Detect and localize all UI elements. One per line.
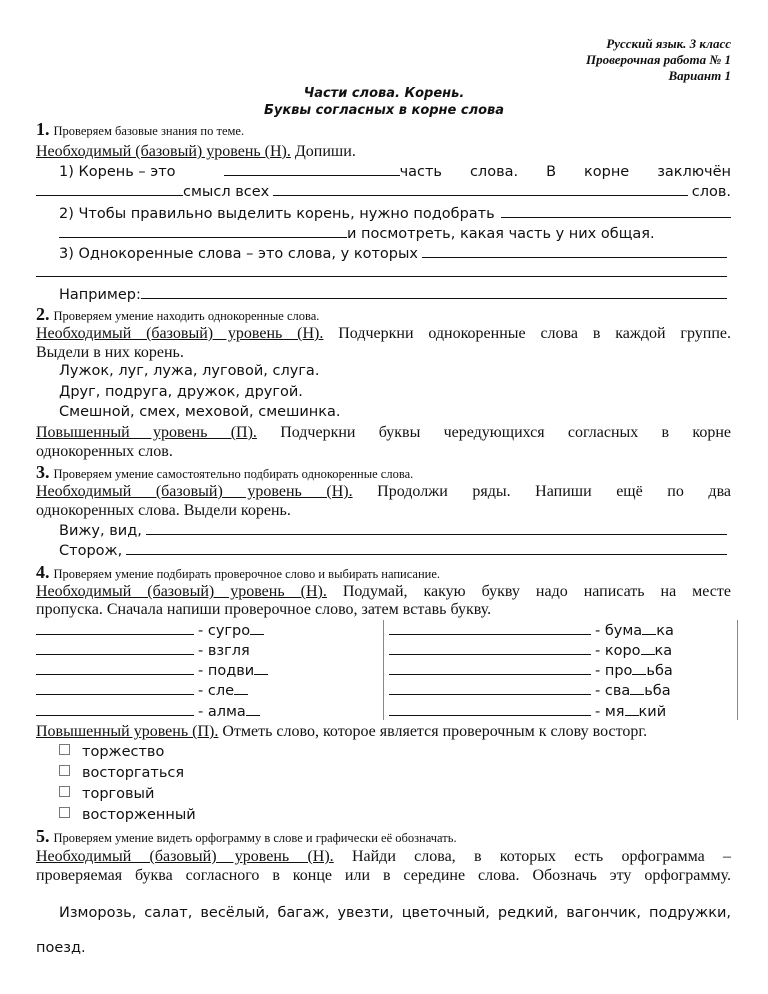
s3-row-2-label: Сторож, [59,543,123,559]
answer-line[interactable] [36,682,194,695]
section-2-task-line1 [36,325,731,343]
section-3-number: 3. [36,462,50,482]
section-2-number: 2. [36,304,50,324]
answer-line[interactable] [389,703,591,716]
letter-blank[interactable] [250,643,264,655]
option-2[interactable] [59,765,184,781]
section-2-task3: Подчеркни буквы чередующихся согласных в корне [280,424,732,441]
section-2-level2: Повышенный уровень (П). [36,424,257,441]
section-4-number: 4. [36,562,50,582]
section-3-task1: Продолжи ряды. Напиши ещё по два [377,483,732,500]
s4-word-end: ка [656,623,674,639]
letter-blank[interactable] [632,662,646,675]
section-4-task2: пропуска. Сначала напиши проверочное слово, затем вставь букву. [36,601,492,618]
s4-word: - взгля [198,643,250,659]
s4-word: - бума [595,623,643,639]
section-4-level2: Повышенный уровень (П). [36,723,219,740]
answer-line[interactable] [36,622,194,635]
s1-q3-text: 3) Однокоренные слова – это слова, у которых [59,246,419,262]
checkbox[interactable] [59,807,70,818]
title-line1: Части слова. Корень. [303,86,465,101]
s1-q2-line2 [59,225,655,242]
s4-right-row [389,642,672,662]
s1-example-line [59,286,727,303]
option-label: восторгаться [82,765,185,781]
s4-word: - про [595,663,633,679]
answer-line[interactable] [422,245,727,258]
section-3-intro: Проверяем умение самостоятельно подбирать однокоренные слова. [53,467,414,481]
s4-right-row [389,703,666,723]
answer-line[interactable] [273,183,687,196]
word-group-2: Друг, подруга, дружок, другой. [59,384,303,400]
section-5-words-line1 [59,905,731,921]
answer-line[interactable] [36,662,194,675]
answer-line[interactable] [146,522,727,535]
section-2-heading [36,304,319,325]
section-1-intro: Проверяем базовые знания по теме. [53,124,245,138]
s1-q1-line2 [36,183,731,200]
section-3-level: Необходимый (базовый) уровень (Н). [36,483,353,500]
column-divider-right [737,620,738,720]
letter-blank[interactable] [234,682,248,695]
s1-q1-text-c: смысл всех [183,184,270,200]
section-4-task-line1 [36,583,731,601]
section-5-words-line2: поезд. [36,940,86,956]
section-3-task-line1 [36,483,731,501]
section-4-task1: Подумай, какую букву надо написать на месте [342,583,731,600]
section-2-task4: однокоренных слов. [36,443,173,460]
section-4-task-line3 [36,723,647,741]
s4-word: - алма [198,704,246,720]
checkbox[interactable] [59,765,70,776]
section-4-task3: Отметь слово, которое является проверочным к слову восторг. [222,723,648,740]
section-4-level: Необходимый (базовый) уровень (Н). [36,583,327,600]
answer-line[interactable] [141,286,727,299]
answer-line[interactable] [389,642,591,655]
header-variant: Вариант 1 [668,68,731,83]
option-3[interactable] [59,786,154,802]
s3-row-1-label: Вижу, вид, [59,523,142,539]
section-1-level: Необходимый (базовый) уровень (Н). [36,143,291,160]
answer-line[interactable] [389,662,591,675]
section-5-task-line1 [36,848,731,866]
option-label: торжество [82,744,165,760]
section-5-task1: Найди слова, в которых есть орфограмма – [351,848,731,865]
answer-line[interactable] [36,183,183,196]
word-group-3: Смешной, смех, меховой, смешинка. [59,404,341,420]
s4-right-row [389,682,671,702]
section-5-task2: проверяемая буква согласного в конце или в середине слова. Обозначь эту орфограмму. [36,867,731,884]
answer-line[interactable] [36,703,194,716]
s4-word: - сугро [198,623,251,639]
s1-q1-text-a: 1) Корень – это [59,164,176,180]
section-5-intro: Проверяем умение видеть орфограмму в слове и графически её обозначать. [53,831,457,845]
letter-blank[interactable] [641,642,655,655]
letter-blank[interactable] [254,662,268,675]
section-4-intro: Проверяем умение подбирать проверочное слово и выбирать написание. [53,567,441,581]
section-5-task-line2 [36,867,731,885]
section-1-heading [36,119,244,140]
section-2-task-line3 [36,424,731,442]
section-3-heading [36,462,413,483]
section-3-task2: однокоренных слова. Выдели корень. [36,502,291,519]
s4-left-row [36,703,260,723]
letter-blank[interactable] [642,622,656,635]
letter-blank[interactable] [246,703,260,716]
s1-q2-text-a: 2) Чтобы правильно выделить корень, нужно подобрать [59,206,495,222]
checkbox[interactable] [59,744,70,755]
s1-q2-line1 [59,205,731,222]
s1-q1-text-b: часть слова. В корне заключён [399,164,731,180]
option-1[interactable] [59,744,164,760]
option-label: торговый [82,786,155,802]
option-4[interactable] [59,807,196,823]
section-5-level: Необходимый (базовый) уровень (Н). [36,848,334,865]
section-4-heading [36,562,440,583]
s4-word-end: ьба [646,663,673,679]
s4-left-row [36,642,264,662]
answer-line[interactable] [126,542,727,555]
s1-q1-text-d: слов. [691,184,731,200]
letter-blank[interactable] [625,703,639,716]
s4-word-end: ка [654,643,673,659]
letter-blank[interactable] [250,622,264,635]
option-label: восторженный [82,807,196,823]
section-2-task2: Выдели в них корень. [36,344,184,361]
s4-right-row [389,662,673,682]
s3-row-1 [59,522,727,539]
s4-word: - мя [595,704,625,720]
section-1-number: 1. [36,119,50,139]
title-line2: Буквы согласных в корне слова [263,103,505,118]
s4-left-row [36,662,268,682]
s1-q2-text-b: и посмотреть, какая часть у них общая. [347,226,655,242]
s4-right-row [389,622,674,642]
section-1-task [36,143,356,161]
s4-word: - коро [595,643,641,659]
section-2-intro: Проверяем умение находить однокоренные слова. [53,309,320,323]
answer-line[interactable] [389,622,591,635]
section-5-heading [36,826,457,847]
s4-word-end: ьба [644,683,671,699]
answer-line[interactable] [224,163,400,176]
word-group-1: Лужок, луг, лужа, луговой, слуга. [59,363,320,379]
words-list: Изморозь, салат, весёлый, багаж, увезти, цветочный, редкий, вагончик, подружки, [59,905,731,921]
header-subject: Русский язык. 3 класс [606,36,731,51]
answer-line[interactable] [501,205,731,218]
section-2-level: Необходимый (базовый) уровень (Н). [36,325,324,342]
answer-line[interactable] [36,264,727,277]
checkbox[interactable] [59,786,70,797]
s4-word-end: кий [638,704,667,720]
s1-example-label: Например: [59,287,141,303]
header-work: Проверочная работа № 1 [585,52,731,67]
s3-row-2 [59,542,727,559]
column-divider [383,620,384,720]
answer-line[interactable] [36,642,194,655]
s4-left-row [36,682,248,702]
answer-line[interactable] [59,225,347,238]
answer-line[interactable] [389,682,591,695]
s1-q3-line1 [59,245,727,262]
s1-q1-line1 [59,163,731,180]
s4-word: - подви [198,663,255,679]
s4-left-row [36,622,264,642]
s4-word: - сва [595,683,631,699]
section-5-number: 5. [36,826,50,846]
letter-blank[interactable] [630,682,644,695]
section-2-task1: Подчеркни однокоренные слова в каждой группе. [338,325,732,342]
section-1-task-text: Допиши. [294,143,356,160]
s4-word: - сле [198,683,235,699]
